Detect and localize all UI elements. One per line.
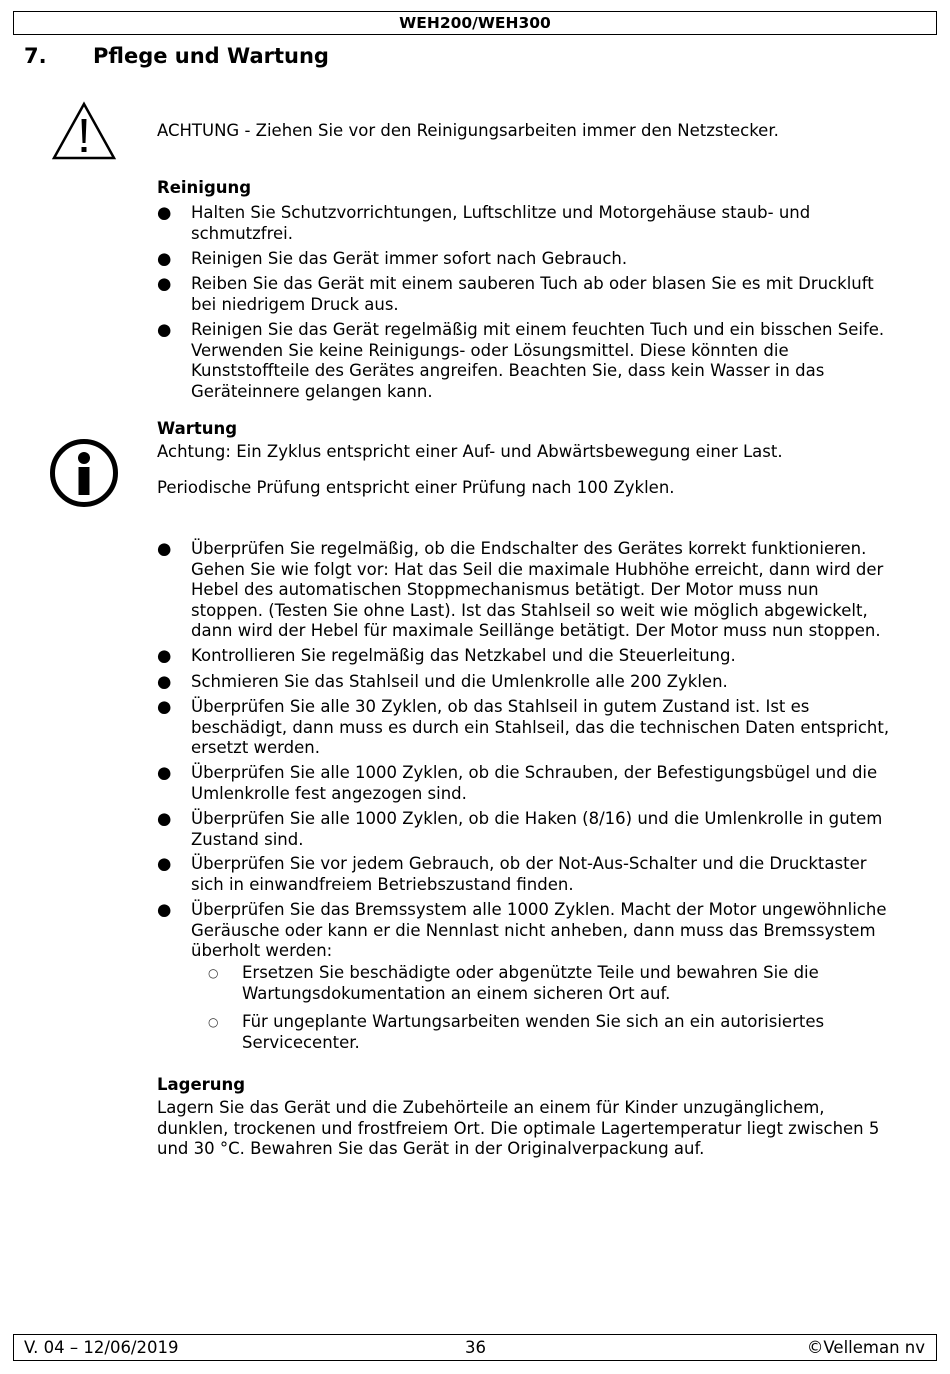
paragraph-line: und 30 °C. Bewahren Sie das Gerät in der Originalverpackung auf. xyxy=(157,1139,705,1158)
wartung-note-periodic: Periodische Prüfung entspricht einer Prüfung nach 100 Zyklen. xyxy=(157,478,675,497)
circle-bullet-icon: ○ xyxy=(208,966,219,980)
page-number: 36 xyxy=(465,1338,486,1357)
bullet-dot: ● xyxy=(157,763,172,782)
warning-triangle-icon xyxy=(51,101,117,161)
list-item-line: Ersetzen Sie beschädigte oder abgenützte Teile und bewahren Sie die xyxy=(242,963,819,982)
list-item-line: Kunststoffteile des Gerätes angreifen. Beachten Sie, dass kein Wasser in das xyxy=(191,361,825,380)
list-item-line: Zustand sind. xyxy=(191,829,304,849)
bullet-dot: ● xyxy=(157,809,172,828)
paragraph-line: Lagern Sie das Gerät und die Zubehörteile an einem für Kinder unzugänglichem, xyxy=(157,1098,825,1117)
reinigung-heading: Reinigung xyxy=(157,178,252,197)
list-item-line: Verwenden Sie keine Reinigungs- oder Lösungsmittel. Diese könnten die xyxy=(191,340,789,360)
list-item-line: Halten Sie Schutzvorrichtungen, Luftschlitze und Motorgehäuse staub- und xyxy=(191,203,811,222)
list-item-line: Kontrollieren Sie regelmäßig das Netzkabel und die Steuerleitung. xyxy=(191,646,736,665)
bullet-dot: ● xyxy=(157,672,172,691)
list-item-line: schmutzfrei. xyxy=(191,223,293,243)
info-circle-icon xyxy=(49,438,119,508)
warning-text: ACHTUNG - Ziehen Sie vor den Reinigungsarbeiten immer den Netzstecker. xyxy=(157,121,779,140)
list-item-line: Schmieren Sie das Stahlseil und die Umlenkrolle alle 200 Zyklen. xyxy=(191,672,728,691)
list-item-line: Überprüfen Sie alle 1000 Zyklen, ob die Schrauben, der Befestigungsbügel und die xyxy=(191,763,878,782)
list-item-line: Für ungeplante Wartungsarbeiten wenden Sie sich an ein autorisiertes xyxy=(242,1012,825,1031)
list-item-line: ersetzt werden. xyxy=(191,738,320,757)
list-item-line: beschädigt, dann muss es durch ein Stahlseil, das die technischen Daten entspricht, xyxy=(191,717,890,737)
list-item-line: überholt werden: xyxy=(191,941,333,960)
wartung-note-cycle: Achtung: Ein Zyklus entspricht einer Auf- und Abwärtsbewegung einer Last. xyxy=(157,442,783,461)
list-item-line: Geräusche oder kann er die Nennlast nicht anheben, dann muss das Bremssystem xyxy=(191,920,876,940)
list-item-line: sich in einwandfreiem Betriebszustand finden. xyxy=(191,874,574,894)
footer-version: V. 04 – 12/06/2019 xyxy=(24,1338,179,1357)
bullet-dot: ● xyxy=(157,900,172,919)
list-item-line: Gehen Sie wie folgt vor: Hat das Seil die maximale Hubhöhe erreicht, dann wird der xyxy=(191,559,884,579)
circle-bullet-icon: ○ xyxy=(208,1015,219,1029)
page-footer xyxy=(13,1334,937,1361)
list-item-line: stoppen. (Testen Sie ohne Last). Ist das Stahlseil so weit wie möglich abgewickelt, xyxy=(191,600,868,620)
bullet-dot: ● xyxy=(157,697,172,716)
list-item-line: Überprüfen Sie alle 30 Zyklen, ob das Stahlseil in gutem Zustand ist. Ist es xyxy=(191,697,810,716)
bullet-dot: ● xyxy=(157,320,172,339)
list-item-line: Überprüfen Sie das Bremssystem alle 1000 Zyklen. Macht der Motor ungewöhnliche xyxy=(191,900,887,919)
wartung-heading: Wartung xyxy=(157,419,238,438)
bullet-dot: ● xyxy=(157,539,172,558)
bullet-dot: ● xyxy=(157,854,172,873)
bullet-dot: ● xyxy=(157,274,172,293)
list-item-line: Umlenkrolle fest angezogen sind. xyxy=(191,783,467,803)
bullet-dot: ● xyxy=(157,646,172,665)
list-item-line: Reinigen Sie das Gerät immer sofort nach Gebrauch. xyxy=(191,249,628,268)
section-title-text: Pflege und Wartung xyxy=(93,44,329,68)
list-item-line: Reinigen Sie das Gerät regelmäßig mit einem feuchten Tuch und ein bisschen Seife. xyxy=(191,320,885,339)
list-item-line: Wartungsdokumentation an einem sicheren Ort auf. xyxy=(242,983,671,1003)
list-item-line: Überprüfen Sie regelmäßig, ob die Endschalter des Gerätes korrekt funktionieren. xyxy=(191,539,867,558)
list-item-line: Überprüfen Sie alle 1000 Zyklen, ob die Haken (8/16) und die Umlenkrolle in gutem xyxy=(191,809,883,828)
list-item-line: Reiben Sie das Gerät mit einem sauberen Tuch ab oder blasen Sie es mit Druckluft xyxy=(191,274,874,293)
list-item-line: Servicecenter. xyxy=(242,1032,360,1052)
lagerung-text xyxy=(157,1098,879,1160)
list-item-line: Geräteinnere gelangen kann. xyxy=(191,381,433,401)
page-header xyxy=(13,11,937,35)
list-item-line: bei niedrigem Druck aus. xyxy=(191,294,399,314)
footer-copyright: ©Velleman nv xyxy=(806,1338,925,1357)
section-title xyxy=(24,44,329,68)
bullet-dot: ● xyxy=(157,203,172,222)
model-name: WEH200/WEH300 xyxy=(399,14,551,32)
list-item-line: Hebel des automatischen Stoppmechanismus betätigt. Der Motor muss nun xyxy=(191,580,819,599)
paragraph-line: dunklen, trockenen und frostfreiem Ort. Die optimale Lagertemperatur liegt zwischen 5 xyxy=(157,1118,880,1138)
section-number: 7. xyxy=(24,44,47,68)
lagerung-heading: Lagerung xyxy=(157,1075,246,1094)
bullet-dot: ● xyxy=(157,249,172,268)
list-item-line: dann wird der Hebel für maximale Seillänge betätigt. Der Motor muss nun stoppen. xyxy=(191,621,881,640)
list-item-line: Überprüfen Sie vor jedem Gebrauch, ob der Not-Aus-Schalter und die Drucktaster xyxy=(191,854,867,873)
